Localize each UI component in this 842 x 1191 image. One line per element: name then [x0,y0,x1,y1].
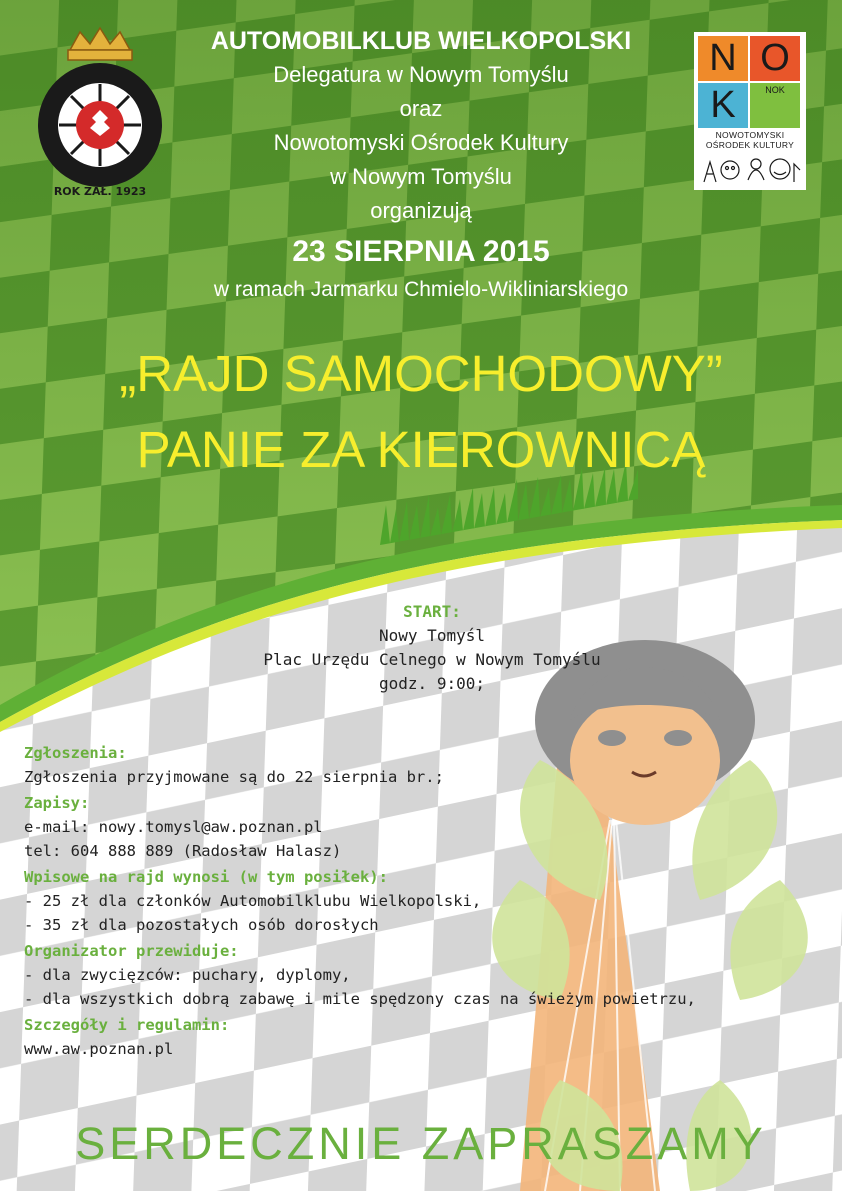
nok-letter-n: N [698,36,748,81]
signup-label: Zapisy: [24,794,90,812]
fee-others: - 35 zł dla pozostałych osób dorosłych [24,916,379,934]
organizer-everyone: - dla wszystkich dobrą zabawę i mile spędzony czas na świeżym powietrzu, [24,990,696,1008]
nok-letter-k: K [698,83,748,128]
details [24,741,824,1063]
organization-name: AUTOMOBILKLUB WIELKOPOLSKI [210,27,632,55]
nok-doodles-icon [698,152,802,186]
start-city: Nowy Tomyśl [379,626,485,645]
applications-text: Zgłoszenia przyjmowane są do 22 sierpnia br.; [24,768,444,786]
details-label: Szczegóły i regulamin: [24,1016,230,1034]
invitation-footer: SERDECZNIE ZAPRASZAMY [75,1118,767,1169]
header-line-organize: organizują [370,198,472,223]
header-line-delegation: Delegatura w Nowym Tomyślu [273,62,569,87]
start-label: START: [403,602,461,621]
title-subtitle: PANIE ZA KIEROWNICĄ [136,421,706,478]
applications-label: Zgłoszenia: [24,744,127,762]
header-line-city: w Nowym Tomyślu [330,164,512,189]
fair-name: w ramach Jarmarku Chmielo-Wikliniarskiego [213,278,629,301]
automobilklub-logo [30,20,170,200]
header-line-culture-center: Nowotomyski Ośrodek Kultury [273,130,569,155]
signup-phone: tel: 604 888 889 (Radosław Halasz) [24,842,342,860]
header [180,24,662,306]
start-info [222,600,642,696]
nok-name: NOWOTOMYSKI OŚRODEK KULTURY [705,130,795,150]
section-applications [24,741,824,789]
section-fee [24,865,824,937]
start-time: godz. 9:00; [379,674,485,693]
nok-letter-o: O [750,36,800,81]
section-signup [24,791,824,863]
start-place: Plac Urzędu Celnego w Nowym Tomyślu [263,650,601,669]
section-organizer [24,939,824,1011]
section-details [24,1013,824,1061]
fee-label: Wpisowe na rajd wynosi (w tym posiłek): [24,868,388,886]
fee-members: - 25 zł dla członków Automobilklubu Wielkopolski, [24,892,482,910]
organizer-label: Organizator przewiduje: [24,942,239,960]
logo-aw-year: ROK ZAŁ. 1923 [53,185,147,198]
nok-logo [694,32,806,190]
nok-mini-label: NOK [750,83,800,128]
organizer-winners: - dla zwycięzców: puchary, dyplomy, [24,966,351,984]
event-date: 23 SIERPNIA 2015 [292,235,550,268]
details-url-link[interactable]: www.aw.poznan.pl [24,1040,174,1058]
title-rally: „RAJD SAMOCHODOWY” [119,345,723,402]
signup-email[interactable]: e-mail: nowy.tomysl@aw.poznan.pl [24,818,323,836]
header-line-and: oraz [399,96,443,121]
